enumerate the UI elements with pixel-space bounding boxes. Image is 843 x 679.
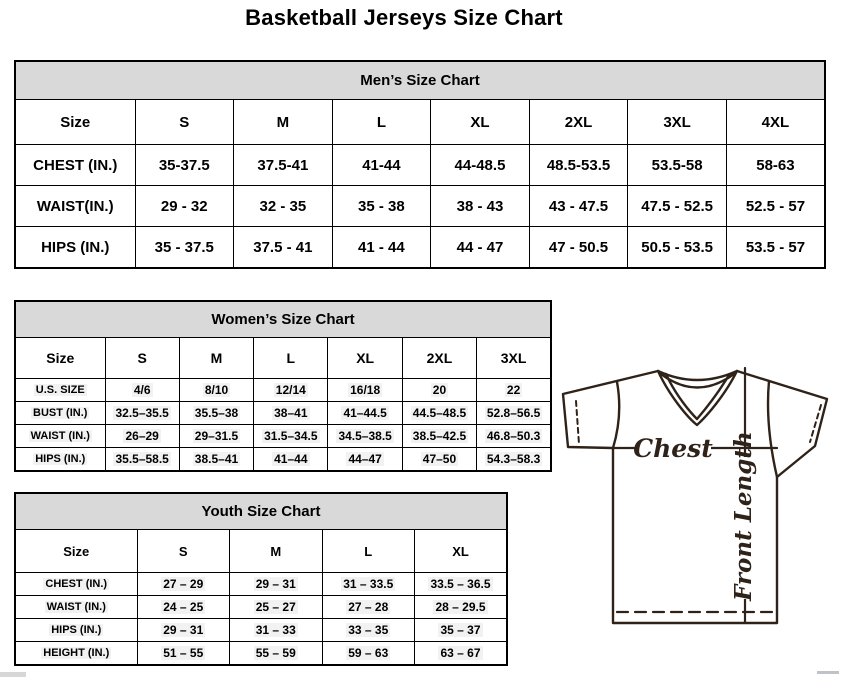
row-label: CHEST (IN.) [15,573,137,596]
table-row [15,379,551,402]
table-row [15,573,507,596]
row-label: HEIGHT (IN.) [15,642,137,666]
cell-value: 52.8–56.5 [477,402,551,425]
cell-value: 52.5 - 57 [726,186,825,227]
column-header: 2XL [529,100,628,145]
row-label: U.S. SIZE [15,379,105,402]
cell-value: 32 - 35 [234,186,333,227]
table-row [15,186,825,227]
cell-value: 35-37.5 [135,145,234,186]
men-table [14,60,826,269]
cell-value: 31.5–34.5 [254,425,328,448]
cell-value: 32.5–35.5 [105,402,179,425]
column-header: M [230,530,323,573]
row-label: CHEST (IN.) [15,145,135,186]
column-header: S [137,530,230,573]
cell-value: 55 – 59 [230,642,323,666]
cell-value: 31 – 33 [230,619,323,642]
mens-size-chart-table [14,60,826,269]
cell-value: 20 [402,379,476,402]
row-label: WAIST (IN.) [15,596,137,619]
cell-value: 54.3–58.3 [477,448,551,472]
men-chart-title: Men’s Size Chart [15,61,825,100]
cell-value: 27 – 29 [137,573,230,596]
youth-chart-title: Youth Size Chart [15,493,507,530]
cell-value: 51 – 55 [137,642,230,666]
cell-value: 35 – 37 [415,619,508,642]
cell-value: 35.5–38 [179,402,253,425]
cell-value: 59 – 63 [322,642,415,666]
cell-value: 33 – 35 [322,619,415,642]
cell-value: 63 – 67 [415,642,508,666]
cell-value: 29 – 31 [230,573,323,596]
cell-value: 44.5–48.5 [402,402,476,425]
cell-value: 24 – 25 [137,596,230,619]
row-label: HIPS (IN.) [15,448,105,472]
cell-value: 31 – 33.5 [322,573,415,596]
cell-value: 37.5 - 41 [234,227,333,269]
row-label: WAIST(IN.) [15,186,135,227]
chest-label: Chest [633,434,713,463]
cell-value: 48.5-53.5 [529,145,628,186]
row-label: HIPS (IN.) [15,227,135,269]
cell-value: 35 - 37.5 [135,227,234,269]
cell-value: 38 - 43 [431,186,530,227]
column-header: L [254,338,328,379]
cell-value: 41 - 44 [332,227,431,269]
front-length-label: Front Length [730,431,757,601]
cell-value: 41-44 [332,145,431,186]
column-header: L [322,530,415,573]
cell-value: 29 - 32 [135,186,234,227]
column-header: XL [415,530,508,573]
womens-size-chart-table [14,300,552,472]
youth-size-chart-table [14,492,508,666]
cell-value: 46.8–50.3 [477,425,551,448]
cell-value: 12/14 [254,379,328,402]
cell-value: 8/10 [179,379,253,402]
cell-value: 29–31.5 [179,425,253,448]
cell-value: 4/6 [105,379,179,402]
column-header: L [332,100,431,145]
scrollbar-fragment-right [817,671,839,674]
cell-value: 44 - 47 [431,227,530,269]
women-table [14,300,552,472]
cell-value: 22 [477,379,551,402]
sleeve-seam-dashed-left [576,401,579,444]
column-header: Size [15,530,137,573]
cell-value: 58-63 [726,145,825,186]
cell-value: 35.5–58.5 [105,448,179,472]
column-header: XL [328,338,402,379]
table-row [15,596,507,619]
column-header: 4XL [726,100,825,145]
row-label: BUST (IN.) [15,402,105,425]
table-row [15,425,551,448]
column-header: 3XL [628,100,727,145]
table-row [15,619,507,642]
cell-value: 53.5 - 57 [726,227,825,269]
cell-value: 43 - 47.5 [529,186,628,227]
sleeve-seam-dashed-right [810,405,821,442]
cell-value: 27 – 28 [322,596,415,619]
cell-value: 29 – 31 [137,619,230,642]
cell-value: 34.5–38.5 [328,425,402,448]
cell-value: 38.5–41 [179,448,253,472]
cell-value: 16/18 [328,379,402,402]
table-row [15,402,551,425]
scrollbar-fragment-left [0,672,26,677]
table-row [15,448,551,472]
column-header: S [135,100,234,145]
jersey-measurement-diagram [545,355,843,679]
cell-value: 41–44 [254,448,328,472]
cell-value: 26–29 [105,425,179,448]
column-header: S [105,338,179,379]
cell-value: 28 – 29.5 [415,596,508,619]
page-title: Basketball Jerseys Size Chart [245,5,563,30]
cell-value: 50.5 - 53.5 [628,227,727,269]
column-header: 2XL [402,338,476,379]
table-row [15,227,825,269]
column-header: M [179,338,253,379]
youth-table [14,492,508,666]
cell-value: 37.5-41 [234,145,333,186]
cell-value: 35 - 38 [332,186,431,227]
cell-value: 47–50 [402,448,476,472]
cell-value: 41–44.5 [328,402,402,425]
cell-value: 44-48.5 [431,145,530,186]
table-row [15,642,507,666]
column-header: M [234,100,333,145]
table-row [15,145,825,186]
cell-value: 25 – 27 [230,596,323,619]
cell-value: 38–41 [254,402,328,425]
cell-value: 47 - 50.5 [529,227,628,269]
cell-value: 53.5-58 [628,145,727,186]
row-label: WAIST (IN.) [15,425,105,448]
column-header: 3XL [477,338,551,379]
column-header: XL [431,100,530,145]
women-chart-title: Women’s Size Chart [15,301,551,338]
cell-value: 47.5 - 52.5 [628,186,727,227]
column-header: Size [15,338,105,379]
column-header: Size [15,100,135,145]
row-label: HIPS (IN.) [15,619,137,642]
cell-value: 33.5 – 36.5 [415,573,508,596]
cell-value: 38.5–42.5 [402,425,476,448]
cell-value: 44–47 [328,448,402,472]
